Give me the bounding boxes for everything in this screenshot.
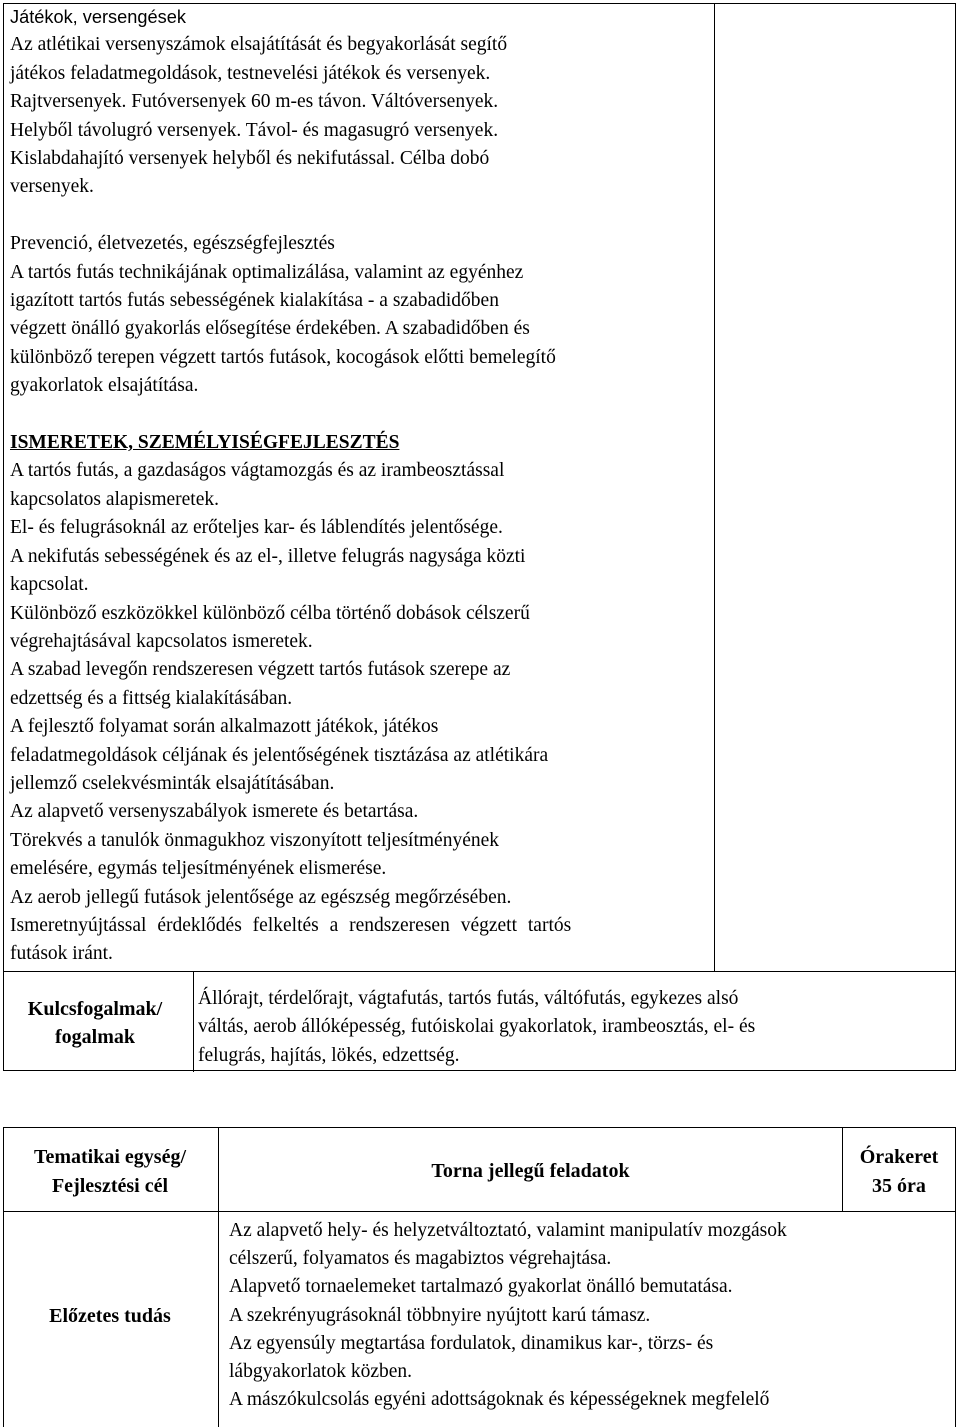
text-line: lábgyakorlatok közben. xyxy=(229,1361,413,1383)
text-line: igazított tartós futás sebességének kialakítása - a szabadidőben xyxy=(10,290,499,312)
text-line: Állórajt, térdelőrajt, vágtafutás, tartós futás, váltófutás, egykezes alsó xyxy=(198,988,739,1009)
text-line: végrehajtásával kapcsolatos ismeretek. xyxy=(10,630,313,652)
text-line: kapcsolat. xyxy=(10,574,89,596)
text-line: Rajtversenyek. Futóversenyek 60 m-es távon. Váltóversenyek. xyxy=(10,91,499,113)
activities-cell xyxy=(10,3,708,969)
text-line: váltás, aerob állóképesség, futóiskolai gyakorlatok, irambeosztás, el- és xyxy=(198,1016,756,1038)
text-line: Törekvés a tanulók önmagukhoz viszonyított teljesítményének xyxy=(10,829,500,851)
ismeretek-section xyxy=(10,429,708,969)
elozetes-tudas-label: Előzetes tudás xyxy=(49,1305,171,1327)
kulcsfogalmak-text xyxy=(198,985,918,1070)
text-line: jellemző cselekvésminták elsajátításában. xyxy=(10,772,335,794)
row-divider xyxy=(4,971,955,972)
orakeret-value: 35 óra xyxy=(872,1175,926,1197)
label-line: Kulcsfogalmak/ xyxy=(27,998,163,1020)
unit-title: Torna jellegű feladatok xyxy=(431,1160,630,1182)
text-line: A mászókulcsolás egyéni adottságoknak és képességeknek megfelelő xyxy=(229,1389,770,1411)
text-line: célszerű, folyamatos és magabiztos végrehajtása. xyxy=(229,1248,612,1270)
text-line: Az aerob jellegű futások jelentősége az egészség megőrzésében. xyxy=(10,886,512,908)
column-divider xyxy=(193,971,194,1072)
tematikai-egyseg-label xyxy=(10,1143,210,1201)
label-line: Fejlesztési cél xyxy=(51,1175,169,1197)
text-line: emelésére, egymás teljesítményének elismerése. xyxy=(10,858,387,880)
orakeret-cell xyxy=(842,1143,956,1201)
text-line: A tartós futás, a gazdaságos vágtamozgás és az irambeosztással xyxy=(10,460,505,482)
text-line: A szekrényugrásoknál többnyire nyújtott karú támasz. xyxy=(229,1304,651,1326)
text-line: Az alapvető versenyszabályok ismerete és betartása. xyxy=(10,801,419,823)
prevencio-section xyxy=(10,230,708,400)
text-line: A szabad levegőn rendszeresen végzett tartós futások szerepe az xyxy=(10,659,511,681)
text-line: Különböző eszközökkel különböző célba történő dobások célszerű xyxy=(10,602,530,624)
label-line: fogalmak xyxy=(55,1026,135,1048)
text-line: feladatmegoldások céljának és jelentőségének tisztázása az atlétikára xyxy=(10,744,549,766)
text-line: Az egyensúly megtartása fordulatok, dinamikus kar-, törzs- és xyxy=(229,1332,714,1354)
label-line: Tematikai egység/ xyxy=(33,1146,187,1168)
text-line: futások iránt. xyxy=(10,943,113,965)
text-line: A fejlesztő folyamat során alkalmazott játékok, játékos xyxy=(10,716,439,738)
text-line: gyakorlatok elsajátítása. xyxy=(10,375,199,397)
text-line: játékos feladatmegoldások, testnevelési játékok és versenyek. xyxy=(10,62,491,84)
text-line: Alapvető tornaelemeket tartalmazó gyakorlat önálló bemutatása. xyxy=(229,1276,733,1298)
ismeretek-heading: ISMERETEK, SZEMÉLYISÉGFEJLESZTÉS xyxy=(10,432,400,454)
text-line: A nekifutás sebességének és az el-, illetve felugrás nagysága közti xyxy=(10,545,526,567)
orakeret-label: Órakeret xyxy=(859,1146,939,1168)
text-line: edzettség és a fittség kialakításában. xyxy=(10,687,293,709)
spacer xyxy=(10,401,708,429)
kulcsfogalmak-label xyxy=(5,995,185,1051)
text-line: kapcsolatos alapismeretek. xyxy=(10,488,220,510)
section-title: Játékok, versengések xyxy=(10,7,186,27)
column-divider xyxy=(714,4,715,972)
text-line: Az alapvető hely- és helyzetváltoztató, valamint manipulatív mozgások xyxy=(229,1220,787,1241)
text-line: El- és felugrásoknál az erőteljes kar- és láblendítés jelentősége. xyxy=(10,517,503,539)
text-line: Ismeretnyújtással érdeklődés felkeltés a rendszeresen végzett tartós xyxy=(10,914,572,936)
jatekok-section xyxy=(10,3,708,202)
section-title: Prevenció, életvezetés, egészségfejlesztés xyxy=(10,233,335,255)
row-divider xyxy=(4,1211,955,1212)
text-line: végzett önálló gyakorlás elősegítése érdekében. A szabadidőben és xyxy=(10,318,530,340)
spacer xyxy=(10,202,708,230)
text-line: különböző terepen végzett tartós futások, kocogások előtti bemelegítő xyxy=(10,346,556,368)
text-line: versenyek. xyxy=(10,176,94,198)
text-line: Kislabdahajító versenyek helyből és nekifutással. Célba dobó xyxy=(10,148,490,170)
text-line: Helyből távolugró versenyek. Távol- és magasugró versenyek. xyxy=(10,119,499,141)
elozetes-tudas-text xyxy=(229,1217,951,1414)
text-line: felugrás, hajítás, lökés, edzettség. xyxy=(198,1044,460,1066)
text-line: A tartós futás technikájának optimalizálása, valamint az egyénhez xyxy=(10,261,524,283)
text-line: Az atlétikai versenyszámok elsajátítását és begyakorlását segítő xyxy=(10,34,508,56)
